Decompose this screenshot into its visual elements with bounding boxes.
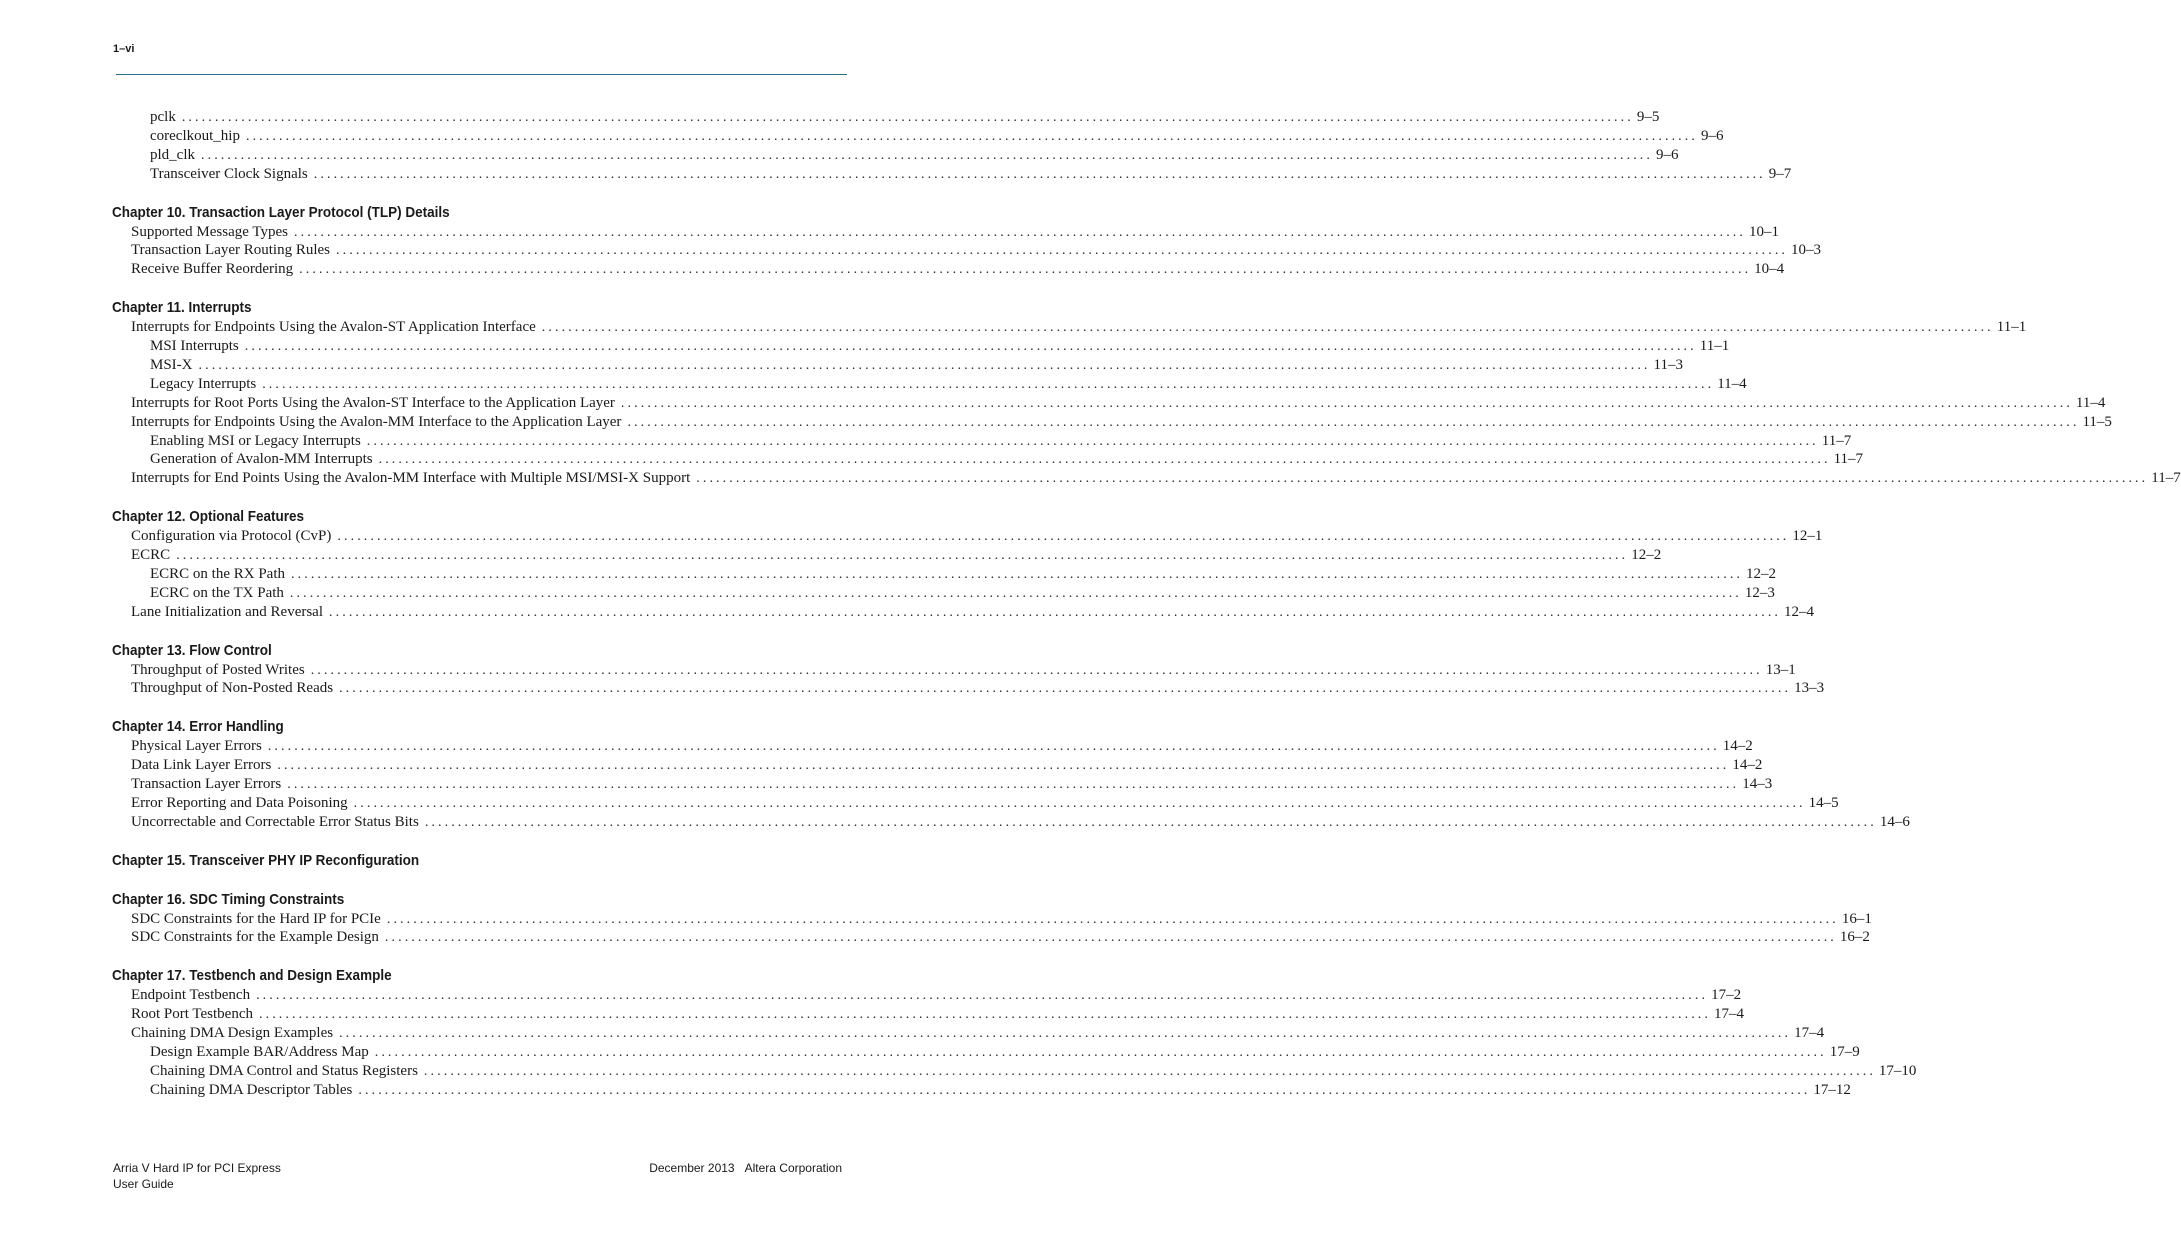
toc-entry-title: Generation of Avalon-MM Interrupts (150, 451, 373, 468)
footer-doc-title: Arria V Hard IP for PCI Express (113, 1161, 281, 1175)
toc-entry-title: MSI Interrupts (150, 338, 239, 354)
toc-entry-page: 17–4 (1714, 1006, 1744, 1023)
toc-entry-page: 17–10 (1878, 1062, 1917, 1079)
toc-entry-page: 12–2 (1746, 565, 1777, 582)
page-number: 1–vi (113, 43, 135, 55)
toc-entry[interactable] (131, 737, 1753, 756)
toc-entry[interactable] (131, 469, 2181, 488)
dot-leader: ............................................................................................................................................................................................................................ (358, 1082, 1811, 1098)
toc-entry[interactable] (150, 584, 1775, 603)
toc-entry[interactable] (150, 337, 1730, 356)
toc-entry[interactable] (131, 1024, 1825, 1043)
dot-leader: ............................................................................................................................................................................................................................ (291, 566, 1744, 582)
toc-entry-page: 11–1 (1699, 338, 1730, 354)
chapter-heading[interactable]: Chapter 11. Interrupts (112, 299, 252, 317)
toc-entry[interactable] (150, 450, 1864, 469)
chapter-heading[interactable]: Chapter 16. SDC Timing Constraints (112, 890, 345, 908)
footer-right (649, 1160, 842, 1176)
toc-entry-title: Chaining DMA Control and Status Registers (150, 1062, 418, 1079)
dot-leader: ............................................................................................................................................................................................................................ (374, 1044, 1827, 1060)
toc-entry[interactable] (150, 565, 1777, 584)
dot-leader: ............................................................................................................................................................................................................................ (245, 128, 1698, 144)
toc-entry-page: 11–7 (1833, 451, 1864, 468)
toc-entry[interactable] (131, 223, 1779, 242)
toc-entry[interactable] (131, 775, 1773, 794)
toc-entry-title: Transceiver Clock Signals (150, 165, 308, 182)
toc-entry-page: 14–5 (1808, 794, 1839, 811)
chapter-heading[interactable]: Chapter 13. Flow Control (112, 641, 272, 659)
toc-entry-title: SDC Constraints for the Hard IP for PCIe (131, 910, 381, 927)
toc-entry[interactable] (150, 432, 1852, 451)
toc-entry[interactable] (150, 375, 1747, 394)
toc-entry-title: Interrupts for Endpoints Using the Avalon-ST Application Interface (131, 319, 536, 336)
toc-entry-page: 14–2 (1722, 738, 1753, 755)
dot-leader: ............................................................................................................................................................................................................................ (339, 1026, 1792, 1041)
toc-entry-page: 11–4 (2075, 394, 2106, 411)
toc-entry-title: Uncorrectable and Correctable Error Status Bits (131, 813, 419, 830)
dot-leader: ............................................................................................................................................................................................................................ (277, 758, 1730, 774)
dot-leader: ............................................................................................................................................................................................................................ (378, 452, 1831, 468)
toc-entry[interactable] (131, 910, 1872, 929)
dot-leader: ............................................................................................................................................................................................................................ (256, 988, 1709, 1004)
toc-entry-title: Throughput of Non-Posted Reads (131, 680, 334, 697)
toc-entry-page: 17–9 (1829, 1043, 1860, 1060)
dot-leader: ............................................................................................................................................................................................................................ (423, 1063, 1876, 1079)
toc-entry-page: 13–1 (1765, 661, 1796, 678)
toc-entry-title: Throughput of Posted Writes (131, 661, 305, 678)
toc-entry-title: Configuration via Protocol (CvP) (131, 528, 332, 545)
toc-entry[interactable] (150, 356, 1683, 375)
dot-leader: ............................................................................................................................................................................................................................ (176, 548, 1629, 563)
toc-entry-title: Enabling MSI or Legacy Interrupts (150, 432, 361, 449)
toc-entry-page: 17–12 (1813, 1081, 1851, 1098)
toc-entry-page: 14–3 (1742, 776, 1773, 792)
toc-entry[interactable] (131, 986, 1742, 1005)
toc-entry-title: Error Reporting and Data Poisoning (131, 794, 348, 811)
dot-leader: ............................................................................................................................................................................................................................ (201, 147, 1653, 163)
toc-entry-page: 16–2 (1839, 929, 1870, 946)
toc-entry-title: ECRC on the RX Path (150, 565, 286, 582)
toc-entry[interactable] (131, 241, 1822, 260)
dot-leader: ............................................................................................................................................................................................................................ (289, 585, 1742, 601)
dot-leader: ............................................................................................................................................................................................................................ (198, 357, 1651, 373)
toc-entry-title: Receive Buffer Reordering (131, 261, 294, 278)
dot-leader: ............................................................................................................................................................................................................................ (384, 930, 1837, 946)
toc-entry-title: Interrupts for Root Ports Using the Avalon-ST Interface to the Application Layer (131, 394, 615, 411)
toc-entry-page: 17–4 (1794, 1025, 1825, 1041)
toc-entry[interactable] (131, 527, 1823, 546)
dot-leader: ............................................................................................................................................................................................................................ (287, 777, 1740, 792)
toc-entry-page: 9–6 (1656, 146, 1679, 163)
footer-company: Altera Corporation (744, 1161, 842, 1175)
dot-leader: ............................................................................................................................................................................................................................ (299, 262, 1752, 278)
toc-entry[interactable] (131, 260, 1785, 279)
toc-entry-page: 12–1 (1792, 528, 1823, 545)
toc-entry[interactable] (131, 1005, 1744, 1024)
toc-entry-page: 17–2 (1711, 987, 1742, 1004)
toc-entry-page: 9–7 (1768, 165, 1792, 182)
toc-entry-title: Physical Layer Errors (131, 738, 262, 755)
dot-leader: ............................................................................................................................................................................................................................ (386, 911, 1839, 927)
toc-entry-title: pclk (150, 109, 176, 125)
toc-entry-title: coreclkout_hip (150, 127, 240, 144)
toc-entry[interactable] (150, 108, 1660, 127)
toc-entry-title: Root Port Testbench (131, 1006, 253, 1023)
toc-entry-page: 14–2 (1732, 757, 1763, 774)
toc-entry[interactable] (131, 318, 2027, 337)
footer-doc-subtitle: User Guide (113, 1177, 174, 1191)
dot-leader: ............................................................................................................................................................................................................................ (329, 604, 1782, 620)
toc-entry[interactable] (150, 1081, 1851, 1100)
toc-entry-page: 11–3 (1653, 356, 1683, 373)
dot-leader: ............................................................................................................................................................................................................................ (620, 395, 2073, 411)
toc-entry-page: 9–5 (1636, 109, 1660, 125)
dot-leader: ............................................................................................................................................................................................................................ (181, 110, 1634, 125)
toc-entry-title: Interrupts for End Points Using the Avalon-MM Interface with Multiple MSI/MSI-X Support (131, 470, 691, 487)
toc-entry-title: Chaining DMA Descriptor Tables (150, 1081, 353, 1098)
toc-entry-page: 11–7 (1821, 432, 1852, 449)
dot-leader: ............................................................................................................................................................................................................................ (336, 243, 1789, 259)
chapter-heading[interactable]: Chapter 14. Error Handling (112, 718, 284, 736)
toc-entry[interactable] (131, 546, 1662, 565)
toc-entry[interactable] (150, 1062, 1917, 1081)
dot-leader: ............................................................................................................................................................................................................................ (313, 166, 1766, 182)
toc-entry-page: 11–5 (2082, 413, 2112, 430)
dot-leader: ............................................................................................................................................................................................................................ (541, 320, 1994, 336)
toc-entry-title: Interrupts for Endpoints Using the Avalon-MM Interface to the Application Layer (131, 413, 622, 430)
toc-entry[interactable] (150, 165, 1792, 184)
toc-entry-page: 11–1 (1996, 319, 2027, 336)
toc-entry-page: 12–4 (1784, 603, 1815, 620)
toc-entry-title: Transaction Layer Errors (131, 776, 282, 792)
dot-leader: ............................................................................................................................................................................................................................ (259, 1007, 1711, 1023)
chapter-heading[interactable]: Chapter 17. Testbench and Design Example (112, 967, 392, 985)
toc-entry-title: Legacy Interrupts (150, 375, 257, 392)
toc-entry-title: SDC Constraints for the Example Design (131, 929, 379, 946)
toc-entry-title: Transaction Layer Routing Rules (131, 242, 331, 259)
dot-leader: ............................................................................................................................................................................................................................ (366, 433, 1819, 449)
dot-leader: ............................................................................................................................................................................................................................ (337, 529, 1790, 545)
dot-leader: ............................................................................................................................................................................................................................ (339, 681, 1792, 697)
chapter-heading[interactable]: Chapter 12. Optional Features (112, 508, 305, 526)
toc-entry-title: ECRC on the TX Path (150, 584, 284, 601)
header-rule (116, 74, 847, 75)
toc-entry-title: ECRC (131, 547, 171, 563)
footer-left (113, 1160, 281, 1192)
dot-leader: ............................................................................................................................................................................................................................ (353, 795, 1806, 811)
toc-entry[interactable] (131, 413, 2112, 432)
toc-entry-page: 10–1 (1749, 223, 1779, 240)
toc-entry-title: Design Example BAR/Address Map (150, 1043, 369, 1060)
footer-date: December 2013 (649, 1161, 735, 1175)
toc-entry-page: 11–4 (1717, 375, 1747, 392)
toc-entry[interactable] (131, 813, 1910, 832)
dot-leader: ............................................................................................................................................................................................................................ (262, 376, 1715, 392)
dot-leader: ............................................................................................................................................................................................................................ (627, 414, 2080, 430)
dot-leader: ............................................................................................................................................................................................................................ (244, 339, 1697, 354)
toc-entry-title: MSI-X (150, 356, 193, 373)
toc-entry[interactable] (131, 794, 1839, 813)
toc-entry[interactable] (131, 928, 1870, 947)
toc-entry[interactable] (150, 127, 1724, 146)
dot-leader: ............................................................................................................................................................................................................................ (424, 814, 1877, 830)
toc-entry[interactable] (131, 394, 2106, 413)
chapter-heading[interactable]: Chapter 10. Transaction Layer Protocol (TLP) Details (112, 203, 450, 221)
toc-entry-page: 9–6 (1700, 127, 1724, 144)
dot-leader: ............................................................................................................................................................................................................................ (294, 224, 1746, 240)
toc-entry-title: Data Link Layer Errors (131, 757, 272, 774)
toc-entry[interactable] (131, 661, 1796, 680)
toc-entry[interactable] (131, 679, 1825, 698)
chapter-heading[interactable]: Chapter 15. Transceiver PHY IP Reconfiguration (112, 851, 420, 869)
toc-entry-title: Lane Initialization and Reversal (131, 603, 324, 620)
dot-leader: ............................................................................................................................................................................................................................ (267, 739, 1720, 755)
toc-entry-page: 11–7 (2151, 470, 2181, 487)
toc-entry-title: Chaining DMA Design Examples (131, 1025, 334, 1041)
toc-entry-title: Supported Message Types (131, 223, 288, 240)
toc-entry-page: 13–3 (1794, 680, 1825, 697)
toc-entry[interactable] (131, 603, 1815, 622)
toc-entry-page: 12–3 (1744, 584, 1775, 601)
toc-entry-title: pld_clk (150, 146, 195, 163)
toc-entry-page: 10–3 (1791, 242, 1822, 259)
toc-entry[interactable] (150, 1043, 1860, 1062)
dot-leader: ............................................................................................................................................................................................................................ (696, 471, 2149, 487)
dot-leader: ............................................................................................................................................................................................................................ (310, 662, 1763, 678)
toc-entry[interactable] (150, 146, 1679, 165)
toc-entry-page: 12–2 (1631, 547, 1662, 563)
toc-entry-page: 16–1 (1841, 910, 1872, 927)
toc-entry-page: 14–6 (1879, 813, 1910, 830)
toc-entry[interactable] (131, 756, 1763, 775)
toc-entry-title: Endpoint Testbench (131, 987, 251, 1004)
toc-entry-page: 10–4 (1754, 261, 1785, 278)
